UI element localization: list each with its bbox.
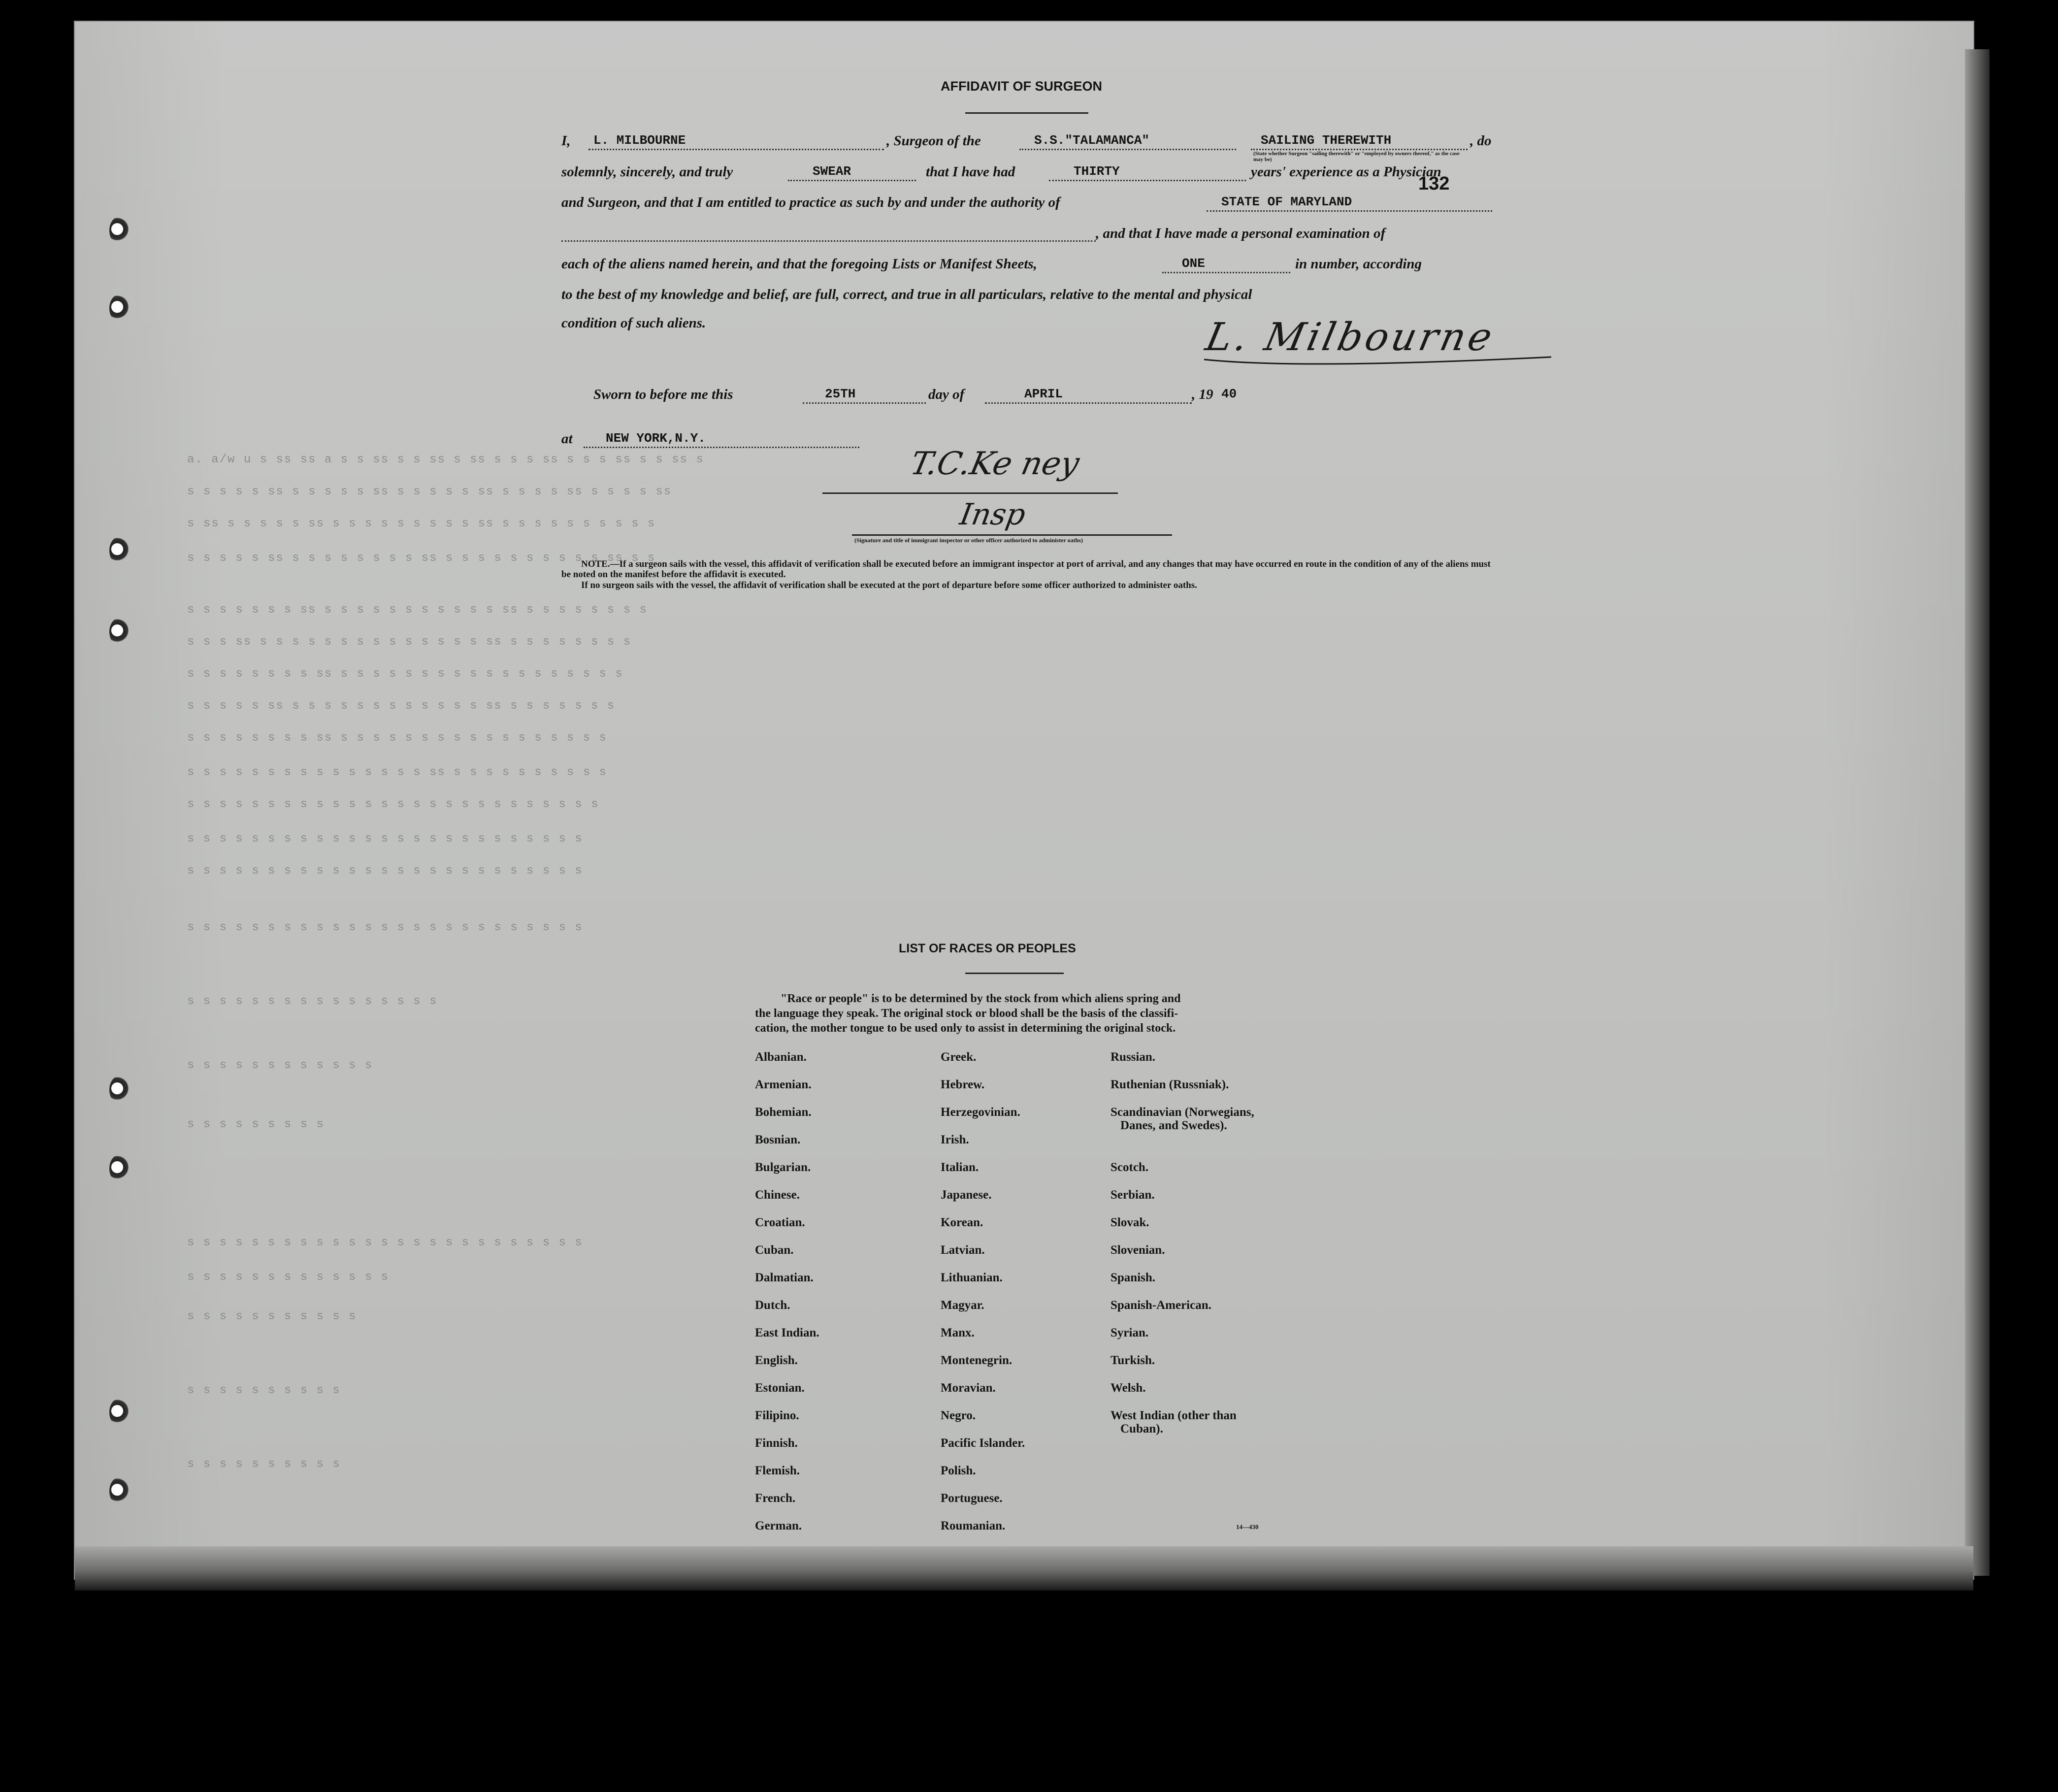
race-item: Hebrew. bbox=[941, 1078, 985, 1091]
condition-text: condition of such aliens. bbox=[561, 315, 706, 331]
sheets-count-line bbox=[1162, 272, 1290, 273]
race-item: Bulgarian. bbox=[755, 1161, 811, 1174]
race-item: Filipino. bbox=[755, 1409, 799, 1422]
race-item: Roumanian. bbox=[941, 1519, 1006, 1532]
race-item: Latvian. bbox=[941, 1243, 985, 1257]
race-item: Greek. bbox=[941, 1050, 977, 1064]
sworn-month-value: APRIL bbox=[1024, 387, 1063, 401]
signature-caption: (Signature and title of immigrant inspector or other officer authorized to administer oaths) bbox=[854, 537, 1083, 544]
race-item: Syrian. bbox=[1111, 1326, 1149, 1339]
vessel-value: S.S."TALAMANCA" bbox=[1034, 133, 1150, 148]
binder-hole bbox=[109, 618, 129, 646]
sailing-value: SAILING THEREWITH bbox=[1261, 133, 1392, 148]
signature-flourish bbox=[1202, 345, 1556, 369]
page-right-edge bbox=[1965, 49, 1990, 1576]
inspector-signature-line bbox=[822, 492, 1118, 494]
authority-value: STATE OF MARYLAND bbox=[1221, 195, 1352, 209]
race-item: Irish. bbox=[941, 1133, 969, 1146]
race-item: Montenegrin. bbox=[941, 1354, 1013, 1367]
races-title-underline bbox=[965, 973, 1064, 974]
race-item: Italian. bbox=[941, 1161, 979, 1174]
surgeon-name-value: L. MILBOURNE bbox=[593, 133, 686, 148]
sworn-label: Sworn to before me this bbox=[593, 387, 733, 402]
race-item: East Indian. bbox=[755, 1326, 819, 1339]
races-intro-line: the language they speak. The original stock or blood shall be the basis of the classifi- bbox=[755, 1007, 1178, 1020]
year-prefix-label: , 19 bbox=[1192, 387, 1213, 402]
race-item: German. bbox=[755, 1519, 802, 1532]
race-item: Portuguese. bbox=[941, 1492, 1003, 1505]
years-experience-label: years' experience as a Physician bbox=[1251, 164, 1441, 180]
race-item: Finnish. bbox=[755, 1436, 798, 1450]
in-number-label: in number, according bbox=[1295, 256, 1422, 272]
race-item: Spanish. bbox=[1111, 1271, 1156, 1284]
binder-hole bbox=[109, 217, 129, 244]
race-item: Moravian. bbox=[941, 1381, 996, 1395]
race-item: Dutch. bbox=[755, 1299, 790, 1312]
binder-hole bbox=[109, 537, 129, 564]
race-item: Flemish. bbox=[755, 1464, 800, 1477]
authority-label: and Surgeon, and that I am entitled to practice as such by and under the authority of bbox=[561, 195, 1060, 210]
race-item: Lithuanian. bbox=[941, 1271, 1003, 1284]
note-surgeon-sails: NOTE.—If a surgeon sails with the vessel, this affidavit of verification shall be executed before an immigrant inspector at port of arrival, and any changes that may have occurred en route in the condition of any of the aliens must be noted on the manifest before the affidavit is executed. bbox=[561, 559, 1491, 580]
race-item: Albanian. bbox=[755, 1050, 807, 1064]
race-item: Estonian. bbox=[755, 1381, 805, 1395]
race-item: West Indian (other than bbox=[1111, 1409, 1237, 1422]
solemnly-label: solemnly, sincerely, and truly bbox=[561, 164, 733, 180]
day-of-label: day of bbox=[928, 387, 965, 402]
race-item: Korean. bbox=[941, 1216, 983, 1229]
race-item: Welsh. bbox=[1111, 1381, 1146, 1395]
races-title: LIST OF RACES OR PEOPLES bbox=[899, 942, 1076, 955]
sailing-note: (State whether Surgeon "sailing therewith" or "employed by owners thereof," as the case may be) bbox=[1253, 151, 1460, 163]
sworn-day-value: 25TH bbox=[825, 387, 856, 401]
race-item: Spanish-American. bbox=[1111, 1299, 1211, 1312]
oath-value: SWEAR bbox=[813, 164, 851, 179]
race-item: Japanese. bbox=[941, 1188, 992, 1202]
race-item: English. bbox=[755, 1354, 798, 1367]
sailing-line bbox=[1251, 149, 1468, 150]
race-item: Cuban. bbox=[755, 1243, 794, 1257]
race-item: Turkish. bbox=[1111, 1354, 1155, 1367]
page-bottom-edge bbox=[75, 1546, 1973, 1591]
sworn-year-value: 40 bbox=[1221, 387, 1237, 401]
race-item: Herzegovinian. bbox=[941, 1106, 1020, 1119]
affidavit-title: AFFIDAVIT OF SURGEON bbox=[941, 79, 1102, 94]
binder-hole bbox=[109, 1076, 129, 1104]
manifest-sheets-label: each of the aliens named herein, and that the foregoing Lists or Manifest Sheets, bbox=[561, 256, 1037, 272]
race-item: French. bbox=[755, 1492, 796, 1505]
race-item: Slovenian. bbox=[1111, 1243, 1165, 1257]
race-item: Scandinavian (Norwegians, bbox=[1111, 1106, 1254, 1119]
page-number: 132 bbox=[1418, 173, 1450, 194]
sworn-day-line bbox=[803, 402, 926, 404]
at-place-line bbox=[584, 447, 859, 448]
inspector-signature: T.C.Ke ney bbox=[907, 446, 1083, 482]
inspector-title-line bbox=[852, 534, 1172, 536]
affidavit-i-label: I, bbox=[561, 133, 571, 149]
at-label: at bbox=[561, 431, 573, 447]
binder-hole bbox=[109, 294, 129, 322]
best-knowledge-text: to the best of my knowledge and belief, are full, correct, and true in all particulars, relative to the mental and physical bbox=[561, 287, 1252, 302]
race-item: Magyar. bbox=[941, 1299, 984, 1312]
race-item: Polish. bbox=[941, 1464, 976, 1477]
authority-continuation-line bbox=[561, 240, 1096, 242]
race-item: Negro. bbox=[941, 1409, 976, 1422]
race-item: Croatian. bbox=[755, 1216, 805, 1229]
race-item: Bosnian. bbox=[755, 1133, 801, 1146]
form-number: 14—430 bbox=[1236, 1523, 1259, 1531]
race-item: Manx. bbox=[941, 1326, 975, 1339]
note-no-surgeon: If no surgeon sails with the vessel, the affidavit of verification shall be executed at the port of departure before some officer authorized to administer oaths. bbox=[581, 580, 1197, 590]
race-item: Serbian. bbox=[1111, 1188, 1155, 1202]
title-underline bbox=[965, 112, 1088, 114]
race-item: Slovak. bbox=[1111, 1216, 1149, 1229]
binder-hole bbox=[109, 1155, 129, 1182]
authority-line bbox=[1207, 210, 1492, 212]
race-item: Armenian. bbox=[755, 1078, 812, 1091]
vessel-line bbox=[1019, 149, 1236, 150]
binder-hole bbox=[109, 1399, 129, 1426]
do-label: , do bbox=[1470, 133, 1492, 149]
sheets-count-value: ONE bbox=[1182, 256, 1205, 271]
race-item: Ruthenian (Russniak). bbox=[1111, 1078, 1229, 1091]
inspector-title: Insp bbox=[957, 497, 1028, 532]
have-had-label: that I have had bbox=[926, 164, 1015, 180]
personal-exam-label: , and that I have made a personal examination of bbox=[1096, 226, 1386, 241]
race-item: Pacific Islander. bbox=[941, 1436, 1025, 1450]
surgeon-name-line bbox=[588, 149, 884, 150]
oath-line bbox=[788, 180, 916, 181]
race-item: Danes, and Swedes). bbox=[1120, 1119, 1227, 1132]
sworn-month-line bbox=[985, 402, 1192, 404]
surgeon-of-label: , Surgeon of the bbox=[886, 133, 981, 149]
binder-hole bbox=[109, 1477, 129, 1505]
race-item: Scotch. bbox=[1111, 1161, 1149, 1174]
years-line bbox=[1049, 180, 1246, 181]
surgeon-signature: L. Milbourne bbox=[1202, 315, 1499, 359]
races-intro-line: cation, the mother tongue to be used only to assist in determining the original stock. bbox=[755, 1022, 1176, 1035]
race-item: Dalmatian. bbox=[755, 1271, 814, 1284]
race-item: Bohemian. bbox=[755, 1106, 812, 1119]
race-item: Russian. bbox=[1111, 1050, 1156, 1064]
race-item: Cuban). bbox=[1120, 1422, 1163, 1435]
years-value: THIRTY bbox=[1074, 164, 1120, 179]
at-place-value: NEW YORK,N.Y. bbox=[606, 431, 706, 446]
races-intro-line: "Race or people" is to be determined by the stock from which aliens spring and bbox=[781, 992, 1181, 1005]
race-item: Chinese. bbox=[755, 1188, 800, 1202]
